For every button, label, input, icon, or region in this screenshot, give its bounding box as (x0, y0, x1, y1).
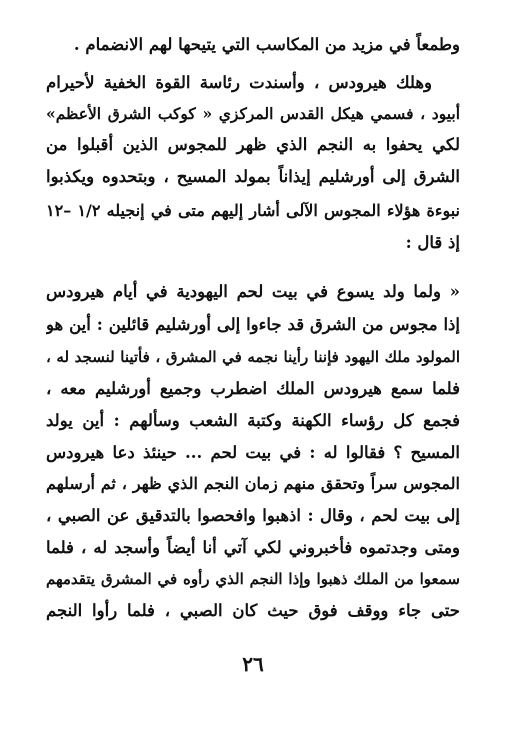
text-line: أبيود ، فسمي هيكل القدس المركزي « كوكب الشرق الأعظم» (46, 104, 460, 123)
text-line: فلما سمع هيرودس الملك اضطرب وجميع أورشليم معه ، (46, 379, 460, 398)
text-line: المجوس سراً وتحقق منهم زمان النجم الذي ظهر ، ثم أرسلهم (46, 474, 460, 493)
text-line: فجمع كل رؤساء الكهنة وكتبة الشعب وسألهم : أين يولد (46, 411, 460, 430)
text-line: حتى جاء ووقف فوق حيث كان الصبي ، فلما رأوا النجم (46, 601, 460, 620)
text-line: وهلك هيرودس ، وأسندت رئاسة القوة الخفية لأحيرام (46, 73, 432, 92)
text-line: المسيح ؟ فقالوا له : في بيت لحم ... حينئذ دعا هيرودس (46, 443, 460, 462)
text-line: إذا مجوس من الشرق قد جاءوا إلى أورشليم قائلين : أين هو (46, 315, 460, 334)
text-line: وطمعاً في مزيد من المكاسب التي يتيحها لهم الانضمام . (73, 35, 460, 54)
text-line: سمعوا من الملك ذهبوا وإذا النجم الذي رأوه في المشرق يتقدمهم (46, 570, 460, 588)
text-line: الشرق إلى أورشليم إيذاناً بمولد المسيح ، وبتحدوه ويكذبوا (46, 167, 460, 186)
text-line: لكي يحفوا به النجم الذي ظهر للمجوس الذين أقبلوا من (46, 135, 460, 154)
text-line: نبوءة هؤلاء المجوس الآلى أشار إليهم متى في إنجيله ١/٢ –١٢ (46, 201, 460, 220)
text-line: ومتى وجدتموه فأخبروني لكي آتي أنا أيضاً وأسجد له ، فلما (46, 538, 460, 557)
text-line: « ولما ولد يسوع في بيت لحم اليهودية في أيام هيرودس (46, 282, 460, 301)
text-line: إلى بيت لحم ، وقال : اذهبوا وافحصوا بالتدقيق عن الصبي ، (46, 506, 460, 525)
text-line: إذ قال : (405, 233, 460, 252)
text-line: المولود ملك اليهود فإننا رأينا نجمه في المشرق ، فأتينا لنسجد له ، (46, 348, 460, 366)
page-number: ٢٦ (242, 652, 264, 676)
